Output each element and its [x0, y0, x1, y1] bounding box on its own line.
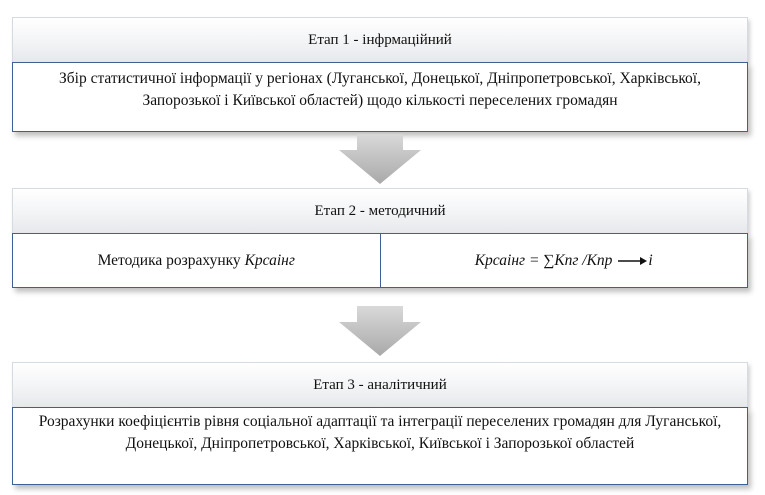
- stage-2-title: Етап 2 - методичний: [12, 188, 748, 233]
- stage-3: [12, 362, 748, 485]
- arrow-down-2: [335, 306, 425, 358]
- method-cell: [13, 234, 380, 287]
- arrow-right-icon: [616, 254, 648, 268]
- method-label: Методика розрахунку: [97, 251, 241, 269]
- stage-3-title: Етап 3 - аналітичний: [12, 362, 748, 407]
- stage-2: [12, 188, 748, 288]
- formula-cell: [380, 234, 748, 287]
- stage-3-body: [12, 407, 748, 485]
- stage-1-text: Збір статистичної інформації у регіонах (Луганської, Донецької, Дніпропетровської, Харківської, Запорозької і Київської областей) щодо кількості переселених громадян: [58, 70, 701, 109]
- stage-1-title: Етап 1 - інфрмаційний: [12, 17, 748, 62]
- stage-2-body: [12, 233, 748, 288]
- arrow-down-1: [335, 134, 425, 186]
- formula: Крсаінг = ∑Кпг /Кпр: [474, 251, 613, 269]
- stage-1-body: [12, 62, 748, 132]
- stage-3-text: Розрахунки коефіцієнтів рівня соціальної адаптації та інтеграції переселених громадян для Луганської, Донецької, Дніпропетровської, Харківської, Київської і Запорозької областей: [38, 413, 722, 452]
- stage-1: [12, 17, 748, 132]
- method-variable: Крсаінг: [244, 251, 295, 269]
- formula-index: і: [648, 251, 653, 269]
